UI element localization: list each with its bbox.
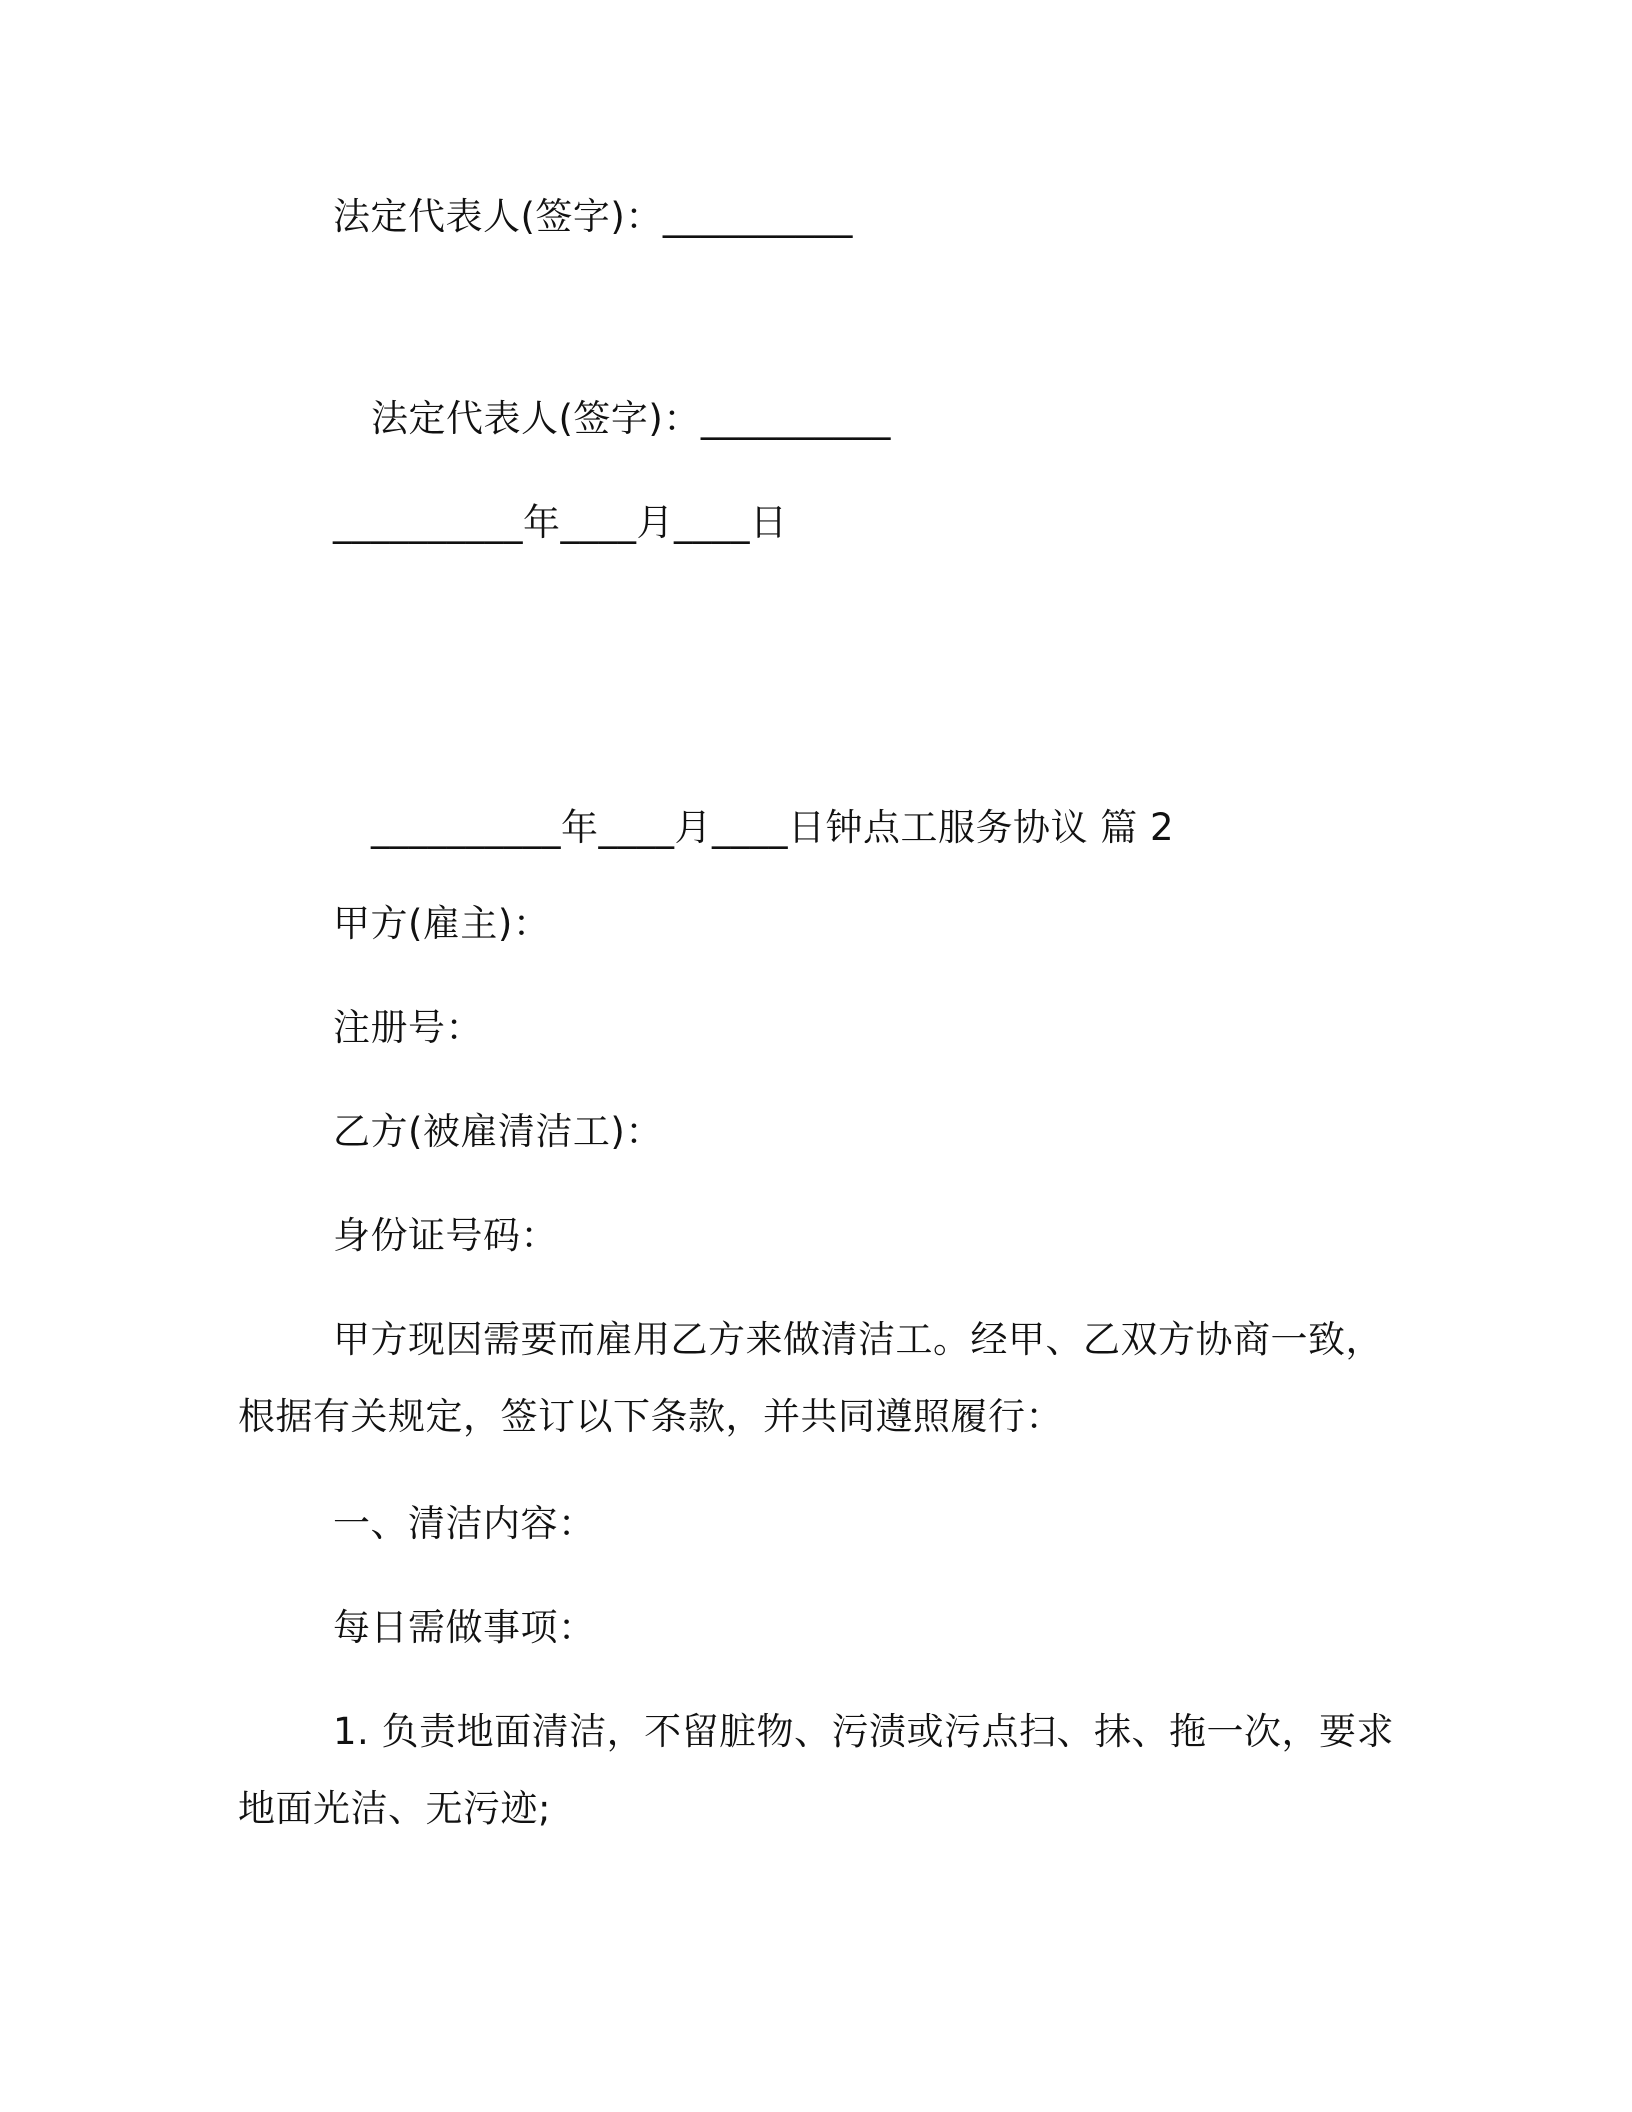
- legal-representative-signature-line: 法定代表人(签字)：__________: [333, 195, 853, 238]
- signing-date-line: __________年____月____日: [333, 501, 788, 544]
- party-b-label: 乙方(被雇清洁工)：: [333, 1110, 663, 1153]
- party-a-label: 甲方(雇主)：: [333, 902, 551, 945]
- registration-number-label: 注册号：: [333, 1006, 483, 1049]
- agreement-title: __________年____月____日钟点工服务协议 篇 2: [371, 806, 1175, 849]
- id-number-label: 身份证号码：: [333, 1214, 558, 1257]
- intro-paragraph-line-2: 根据有关规定，签订以下条款，并共同遵照履行：: [238, 1395, 1063, 1438]
- daily-tasks-heading: 每日需做事项：: [333, 1606, 596, 1649]
- legal-representative-signature-line-2: 法定代表人(签字)：__________: [371, 397, 891, 440]
- task-item-1-line-1: 1. 负责地面清洁，不留脏物、污渍或污点扫、抹、拖一次，要求: [333, 1710, 1395, 1753]
- section-1-heading: 一、清洁内容：: [333, 1502, 596, 1545]
- task-item-1-line-2: 地面光洁、无污迹;: [238, 1787, 551, 1830]
- intro-paragraph-line-1: 甲方现因需要而雇用乙方来做清洁工。经甲、乙双方协商一致，: [333, 1318, 1383, 1361]
